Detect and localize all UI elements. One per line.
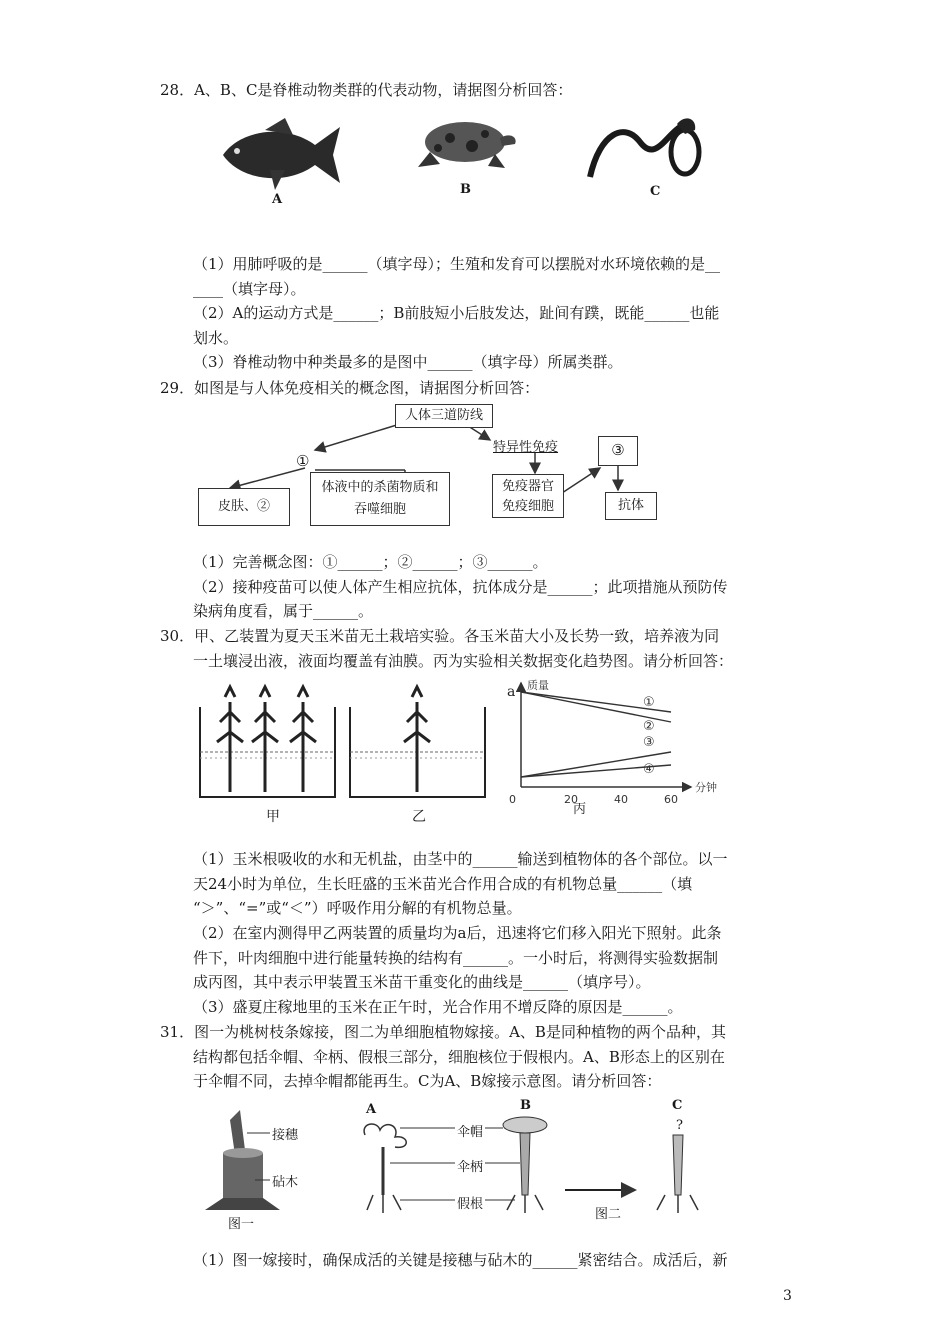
x-tick-40: 40 [614, 793, 628, 806]
q28-sub3: （3）脊椎动物中种类最多的是图中______（填字母）所属类群。 [193, 353, 623, 371]
q29-sub1: （1）完善概念图：①______；②______；③______。 [193, 553, 548, 571]
rhizoid-label: 假根 [457, 1197, 484, 1212]
q30-sub2-b: 件下，叶肉细胞中进行能量转换的结构有______。一小时后，将测得实验数据制 [193, 949, 719, 967]
fig1-label: 图一 [228, 1217, 255, 1232]
q30-sub1-c: “＞”、“=”或“＜”）呼吸作用分解的有机物总量。 [193, 899, 522, 917]
q29-stem: 29．如图是与人体免疫相关的概念图，请据图分析回答： [160, 379, 540, 397]
q31-sub1: （1）图一嫁接时，确保成活的关键是接穗与砧木的______紧密结合。成活后，新 [193, 1251, 728, 1269]
fig2-label: 图二 [595, 1207, 622, 1222]
label-c: C [650, 184, 661, 199]
scion-label: 接穗 [272, 1128, 299, 1143]
label-a2: A [366, 1102, 377, 1117]
page-number: 3 [783, 1288, 792, 1304]
x-tick-20: 20 [564, 793, 578, 806]
label-jia: 甲 [266, 809, 280, 825]
q30-sub3: （3）盛夏庄稼地里的玉米在正午时，光合作用不增反降的原因是______。 [193, 998, 683, 1016]
circle-1: ① [296, 452, 310, 470]
q30-stem-1: 30．甲、乙装置为夏天玉米苗无土栽培实验。各玉米苗大小及长势一致，培养液为同 [160, 627, 720, 645]
q30-sub2-a: （2）在室内测得甲乙两装置的质量均为a后，迅速将它们移入阳光下照射。此条 [193, 924, 722, 942]
cap-label: 伞帽 [457, 1125, 484, 1140]
circle-3-box: ③ [598, 436, 638, 466]
x-tick-60: 60 [664, 793, 678, 806]
fluid-line-2: 吞噬细胞 [353, 502, 406, 517]
chart-title: 丙 [573, 802, 587, 815]
body-fluid-box [310, 472, 450, 526]
series-label-3: ③ [643, 735, 655, 750]
immune-organ-box [492, 474, 564, 518]
fish-image [215, 115, 345, 195]
fluid-line-1: 体液中的杀菌物质和 [321, 480, 439, 495]
specific-immunity-label: 特异性免疫 [493, 440, 559, 455]
label-a: A [272, 192, 283, 207]
skin-box: 皮肤、② [198, 488, 290, 526]
q30-stem-2: 一土壤浸出液，液面均覆盖有油膜。丙为实验相关数据变化趋势图。请分析回答： [193, 652, 734, 670]
snake-image [585, 112, 705, 192]
mass-chart [505, 675, 735, 815]
cell-line: 免疫细胞 [501, 499, 554, 514]
label-c2: C [672, 1098, 683, 1113]
frog-image [410, 112, 520, 172]
q28-sub2-a: （2）A的运动方式是______；B前肢短小后肢发达，趾间有蹼，既能______也能 [193, 304, 720, 322]
antibody-box: 抗体 [605, 492, 657, 520]
stalk-label: 伞柄 [457, 1160, 484, 1175]
organ-line: 免疫器官 [501, 479, 554, 494]
y-marker-a: a [507, 684, 516, 700]
q30-sub2-c: 成丙图，其中表示甲装置玉米苗干重变化的曲线是______（填序号）。 [193, 973, 651, 991]
q29-sub2-b: 染病角度看，属于______。 [193, 602, 374, 620]
q28-sub2-b: 划水。 [193, 329, 239, 347]
stock-label: 砧木 [272, 1175, 299, 1190]
defense-lines-box: 人体三道防线 [395, 404, 493, 428]
x-tick-0: 0 [509, 793, 516, 806]
series-label-4: ④ [643, 762, 655, 777]
q31-stem-3: 于伞帽不同，去掉伞帽都能再生。C为A、B嫁接示意图。请分析回答： [193, 1072, 662, 1090]
question-mark: ? [676, 1118, 683, 1133]
q31-stem-1: 31．图一为桃树枝条嫁接，图二为单细胞植物嫁接。A、B是同种植物的两个品种，其 [160, 1023, 726, 1041]
q28-sub1-b: ____（填字母）。 [193, 280, 306, 298]
label-b2: B [520, 1098, 531, 1113]
apparatus-figure [195, 682, 495, 802]
series-label-1: ① [643, 695, 655, 710]
series-label-2: ② [643, 719, 655, 734]
x-label: 分钟 [695, 781, 717, 794]
q30-sub1-b: 天24小时为单位，生长旺盛的玉米苗光合作用合成的有机物总量______（填 [193, 875, 693, 893]
q29-sub2-a: （2）接种疫苗可以使人体产生相应抗体，抗体成分是______；此项措施从预防传 [193, 578, 728, 596]
label-b: B [460, 182, 471, 197]
q28-stem: 28．A、B、C是脊椎动物类群的代表动物，请据图分析回答： [160, 81, 573, 99]
label-yi: 乙 [412, 809, 426, 825]
q30-sub1-a: （1）玉米根吸收的水和无机盐，由茎中的______输送到植物体的各个部位。以一 [193, 850, 728, 868]
y-label: 质量 [527, 679, 549, 692]
q31-stem-2: 结构都包括伞帽、伞柄、假根三部分，细胞核位于假根内。A、B形态上的区别在 [193, 1048, 725, 1066]
q28-sub1-a: （1）用肺呼吸的是______（填字母）；生殖和发育可以摆脱对水环境依赖的是__ [193, 255, 721, 273]
